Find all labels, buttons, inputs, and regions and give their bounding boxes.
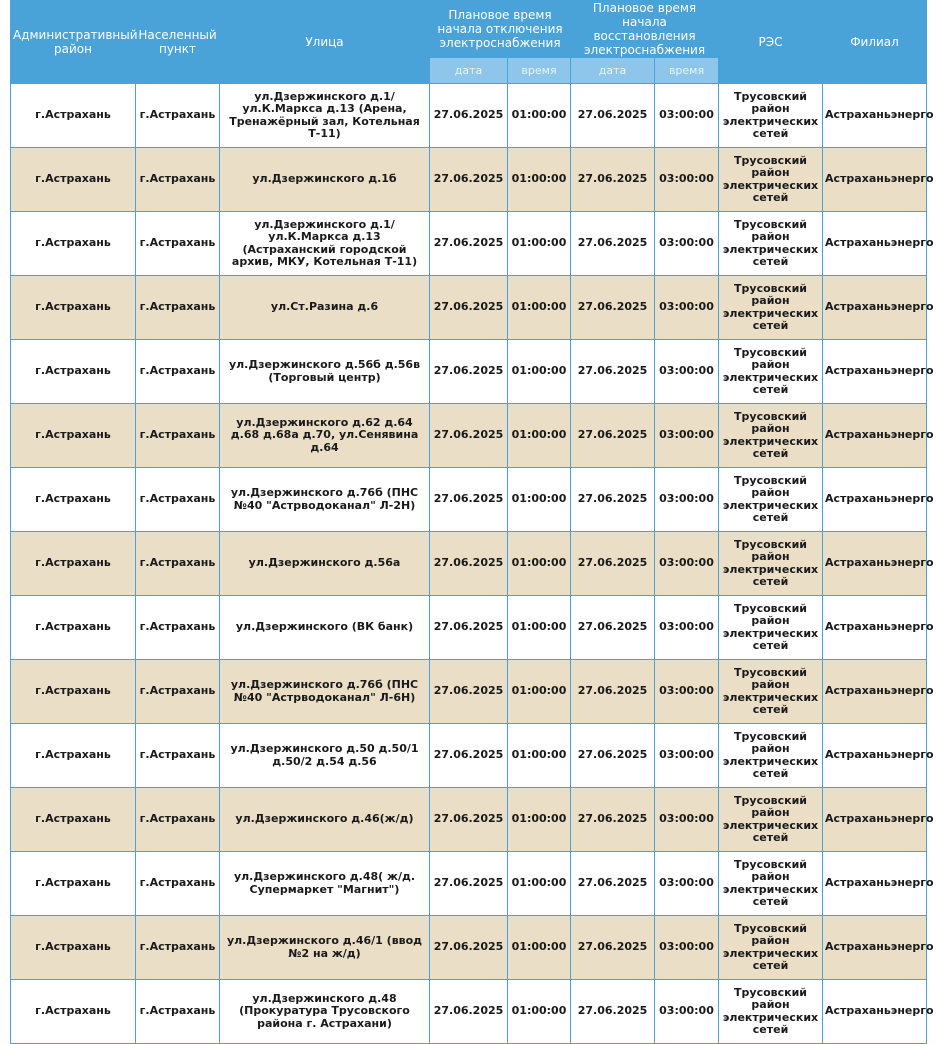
- cell-off-date: 27.06.2025: [430, 596, 508, 660]
- cell-branch: Астраханьэнерго: [823, 212, 927, 276]
- cell-res: Трусовский район электрических сетей: [719, 532, 823, 596]
- cell-on-date: 27.06.2025: [571, 84, 655, 148]
- cell-off-date: 27.06.2025: [430, 980, 508, 1044]
- header-on-date: дата: [571, 58, 655, 84]
- cell-off-time: 01:00:00: [508, 916, 571, 980]
- cell-district: г.Астрахань: [11, 724, 136, 788]
- cell-res: Трусовский район электрических сетей: [719, 980, 823, 1044]
- table-row: [11, 980, 927, 1044]
- cell-settlement: г.Астрахань: [136, 340, 220, 404]
- cell-res: Трусовский район электрических сетей: [719, 148, 823, 212]
- cell-street: ул.Дзержинского д.56б д.56в (Торговый центр): [220, 340, 430, 404]
- cell-district: г.Астрахань: [11, 980, 136, 1044]
- cell-settlement: г.Астрахань: [136, 276, 220, 340]
- cell-district: г.Астрахань: [11, 468, 136, 532]
- cell-off-time: 01:00:00: [508, 84, 571, 148]
- cell-settlement: г.Астрахань: [136, 84, 220, 148]
- cell-off-date: 27.06.2025: [430, 532, 508, 596]
- cell-branch: Астраханьэнерго: [823, 340, 927, 404]
- cell-off-date: 27.06.2025: [430, 660, 508, 724]
- cell-off-time: 01:00:00: [508, 276, 571, 340]
- cell-on-time: 03:00:00: [655, 468, 719, 532]
- cell-street: ул.Дзержинского д.46(ж/д): [220, 788, 430, 852]
- cell-branch: Астраханьэнерго: [823, 148, 927, 212]
- cell-settlement: г.Астрахань: [136, 980, 220, 1044]
- table-row: [11, 788, 927, 852]
- table-row: [11, 596, 927, 660]
- cell-street: ул.Дзержинского д.1/ул.К.Маркса д.13 (Арена, Тренажёрный зал, Котельная Т-11): [220, 84, 430, 148]
- table-row: [11, 852, 927, 916]
- cell-branch: Астраханьэнерго: [823, 660, 927, 724]
- cell-street: ул.Дзержинского д.50 д.50/1 д.50/2 д.54 д.56: [220, 724, 430, 788]
- table-row: [11, 468, 927, 532]
- cell-off-date: 27.06.2025: [430, 84, 508, 148]
- cell-off-date: 27.06.2025: [430, 468, 508, 532]
- cell-street: ул.Дзержинского д.1/ ул.К.Маркса д.13 (Астраханский городской архив, МКУ, Котельная Т-11): [220, 212, 430, 276]
- cell-on-date: 27.06.2025: [571, 724, 655, 788]
- cell-settlement: г.Астрахань: [136, 468, 220, 532]
- cell-branch: Астраханьэнерго: [823, 788, 927, 852]
- cell-district: г.Астрахань: [11, 340, 136, 404]
- cell-branch: Астраханьэнерго: [823, 724, 927, 788]
- cell-settlement: г.Астрахань: [136, 788, 220, 852]
- cell-on-date: 27.06.2025: [571, 980, 655, 1044]
- table-row: [11, 660, 927, 724]
- cell-on-time: 03:00:00: [655, 660, 719, 724]
- table-row: [11, 724, 927, 788]
- cell-district: г.Астрахань: [11, 852, 136, 916]
- cell-settlement: г.Астрахань: [136, 852, 220, 916]
- header-branch: Филиал: [823, 1, 927, 84]
- cell-branch: Астраханьэнерго: [823, 596, 927, 660]
- cell-on-time: 03:00:00: [655, 916, 719, 980]
- table-row: [11, 212, 927, 276]
- cell-district: г.Астрахань: [11, 212, 136, 276]
- header-restore-start: Плановое время начала восстановления электроснабжения: [571, 1, 719, 58]
- cell-on-date: 27.06.2025: [571, 340, 655, 404]
- outage-table-container: [10, 0, 934, 1044]
- cell-branch: Астраханьэнерго: [823, 468, 927, 532]
- cell-res: Трусовский район электрических сетей: [719, 468, 823, 532]
- cell-district: г.Астрахань: [11, 404, 136, 468]
- cell-res: Трусовский район электрических сетей: [719, 84, 823, 148]
- cell-district: г.Астрахань: [11, 788, 136, 852]
- header-on-time: время: [655, 58, 719, 84]
- cell-res: Трусовский район электрических сетей: [719, 212, 823, 276]
- cell-on-date: 27.06.2025: [571, 212, 655, 276]
- cell-on-date: 27.06.2025: [571, 596, 655, 660]
- cell-settlement: г.Астрахань: [136, 724, 220, 788]
- cell-off-date: 27.06.2025: [430, 724, 508, 788]
- cell-on-time: 03:00:00: [655, 340, 719, 404]
- table-row: [11, 340, 927, 404]
- cell-res: Трусовский район электрических сетей: [719, 404, 823, 468]
- cell-on-time: 03:00:00: [655, 980, 719, 1044]
- cell-on-date: 27.06.2025: [571, 276, 655, 340]
- table-row: [11, 916, 927, 980]
- cell-res: Трусовский район электрических сетей: [719, 724, 823, 788]
- cell-res: Трусовский район электрических сетей: [719, 596, 823, 660]
- cell-on-date: 27.06.2025: [571, 532, 655, 596]
- cell-on-time: 03:00:00: [655, 148, 719, 212]
- cell-street: ул.Дзержинского д.46/1 (ввод №2 на ж/д): [220, 916, 430, 980]
- cell-street: ул.Дзержинского д.56а: [220, 532, 430, 596]
- table-row: [11, 148, 927, 212]
- cell-on-date: 27.06.2025: [571, 404, 655, 468]
- header-street: Улица: [220, 1, 430, 84]
- cell-off-time: 01:00:00: [508, 404, 571, 468]
- cell-settlement: г.Астрахань: [136, 532, 220, 596]
- cell-branch: Астраханьэнерго: [823, 980, 927, 1044]
- table-header: [11, 1, 927, 84]
- cell-street: ул.Дзержинского д.76б (ПНС №40 "Астрводоканал" Л-2Н): [220, 468, 430, 532]
- cell-off-time: 01:00:00: [508, 596, 571, 660]
- cell-res: Трусовский район электрических сетей: [719, 276, 823, 340]
- cell-on-time: 03:00:00: [655, 788, 719, 852]
- header-off-time: время: [508, 58, 571, 84]
- cell-off-time: 01:00:00: [508, 468, 571, 532]
- cell-off-time: 01:00:00: [508, 148, 571, 212]
- cell-branch: Астраханьэнерго: [823, 916, 927, 980]
- table-row: [11, 532, 927, 596]
- table-body: [11, 84, 934, 1044]
- cell-off-date: 27.06.2025: [430, 916, 508, 980]
- cell-off-time: 01:00:00: [508, 980, 571, 1044]
- table-row: [11, 276, 927, 340]
- cell-district: г.Астрахань: [11, 660, 136, 724]
- cell-on-date: 27.06.2025: [571, 788, 655, 852]
- header-outage-start: Плановое время начала отключения электроснабжения: [430, 1, 571, 58]
- cell-district: г.Астрахань: [11, 148, 136, 212]
- cell-street: ул.Ст.Разина д.6: [220, 276, 430, 340]
- cell-res: Трусовский район электрических сетей: [719, 852, 823, 916]
- cell-street: ул.Дзержинского (ВК банк): [220, 596, 430, 660]
- cell-street: ул.Дзержинского д.62 д.64 д.68 д.68а д.70, ул.Сенявина д.64: [220, 404, 430, 468]
- cell-res: Трусовский район электрических сетей: [719, 788, 823, 852]
- table-row: [11, 404, 927, 468]
- cell-off-time: 01:00:00: [508, 788, 571, 852]
- cell-on-time: 03:00:00: [655, 212, 719, 276]
- header-admin-district: Административный район: [11, 1, 136, 84]
- cell-off-date: 27.06.2025: [430, 852, 508, 916]
- cell-off-time: 01:00:00: [508, 340, 571, 404]
- cell-branch: Астраханьэнерго: [823, 532, 927, 596]
- cell-settlement: г.Астрахань: [136, 916, 220, 980]
- cell-on-date: 27.06.2025: [571, 852, 655, 916]
- cell-on-date: 27.06.2025: [571, 660, 655, 724]
- cell-settlement: г.Астрахань: [136, 212, 220, 276]
- cell-off-date: 27.06.2025: [430, 788, 508, 852]
- outage-table: [10, 0, 934, 1044]
- cell-settlement: г.Астрахань: [136, 660, 220, 724]
- header-res: РЭС: [719, 1, 823, 84]
- cell-street: ул.Дзержинского д.48( ж/д. Супермаркет "Магнит"): [220, 852, 430, 916]
- cell-district: г.Астрахань: [11, 532, 136, 596]
- header-off-date: дата: [430, 58, 508, 84]
- cell-district: г.Астрахань: [11, 276, 136, 340]
- cell-street: ул.Дзержинского д.48 (Прокуратура Трусовского района г. Астрахани): [220, 980, 430, 1044]
- cell-branch: Астраханьэнерго: [823, 404, 927, 468]
- cell-on-time: 03:00:00: [655, 532, 719, 596]
- cell-settlement: г.Астрахань: [136, 148, 220, 212]
- cell-on-time: 03:00:00: [655, 596, 719, 660]
- cell-branch: Астраханьэнерго: [823, 852, 927, 916]
- cell-on-date: 27.06.2025: [571, 468, 655, 532]
- cell-off-time: 01:00:00: [508, 532, 571, 596]
- cell-off-time: 01:00:00: [508, 212, 571, 276]
- cell-branch: Астраханьэнерго: [823, 84, 927, 148]
- cell-on-time: 03:00:00: [655, 852, 719, 916]
- cell-off-date: 27.06.2025: [430, 340, 508, 404]
- cell-off-time: 01:00:00: [508, 660, 571, 724]
- cell-on-time: 03:00:00: [655, 84, 719, 148]
- table-row: [11, 84, 927, 148]
- cell-off-time: 01:00:00: [508, 724, 571, 788]
- cell-settlement: г.Астрахань: [136, 596, 220, 660]
- cell-res: Трусовский район электрических сетей: [719, 660, 823, 724]
- cell-district: г.Астрахань: [11, 916, 136, 980]
- cell-off-date: 27.06.2025: [430, 404, 508, 468]
- header-settlement: Населенный пункт: [136, 1, 220, 84]
- cell-on-date: 27.06.2025: [571, 148, 655, 212]
- cell-off-time: 01:00:00: [508, 852, 571, 916]
- cell-off-date: 27.06.2025: [430, 276, 508, 340]
- cell-res: Трусовский район электрических сетей: [719, 340, 823, 404]
- cell-district: г.Астрахань: [11, 596, 136, 660]
- cell-settlement: г.Астрахань: [136, 404, 220, 468]
- cell-on-time: 03:00:00: [655, 724, 719, 788]
- cell-street: ул.Дзержинского д.1б: [220, 148, 430, 212]
- cell-on-time: 03:00:00: [655, 404, 719, 468]
- cell-res: Трусовский район электрических сетей: [719, 916, 823, 980]
- cell-on-date: 27.06.2025: [571, 916, 655, 980]
- cell-off-date: 27.06.2025: [430, 212, 508, 276]
- cell-on-time: 03:00:00: [655, 276, 719, 340]
- cell-branch: Астраханьэнерго: [823, 276, 927, 340]
- cell-off-date: 27.06.2025: [430, 148, 508, 212]
- cell-district: г.Астрахань: [11, 84, 136, 148]
- cell-street: ул.Дзержинского д.76б (ПНС №40 "Астрводоканал" Л-6Н): [220, 660, 430, 724]
